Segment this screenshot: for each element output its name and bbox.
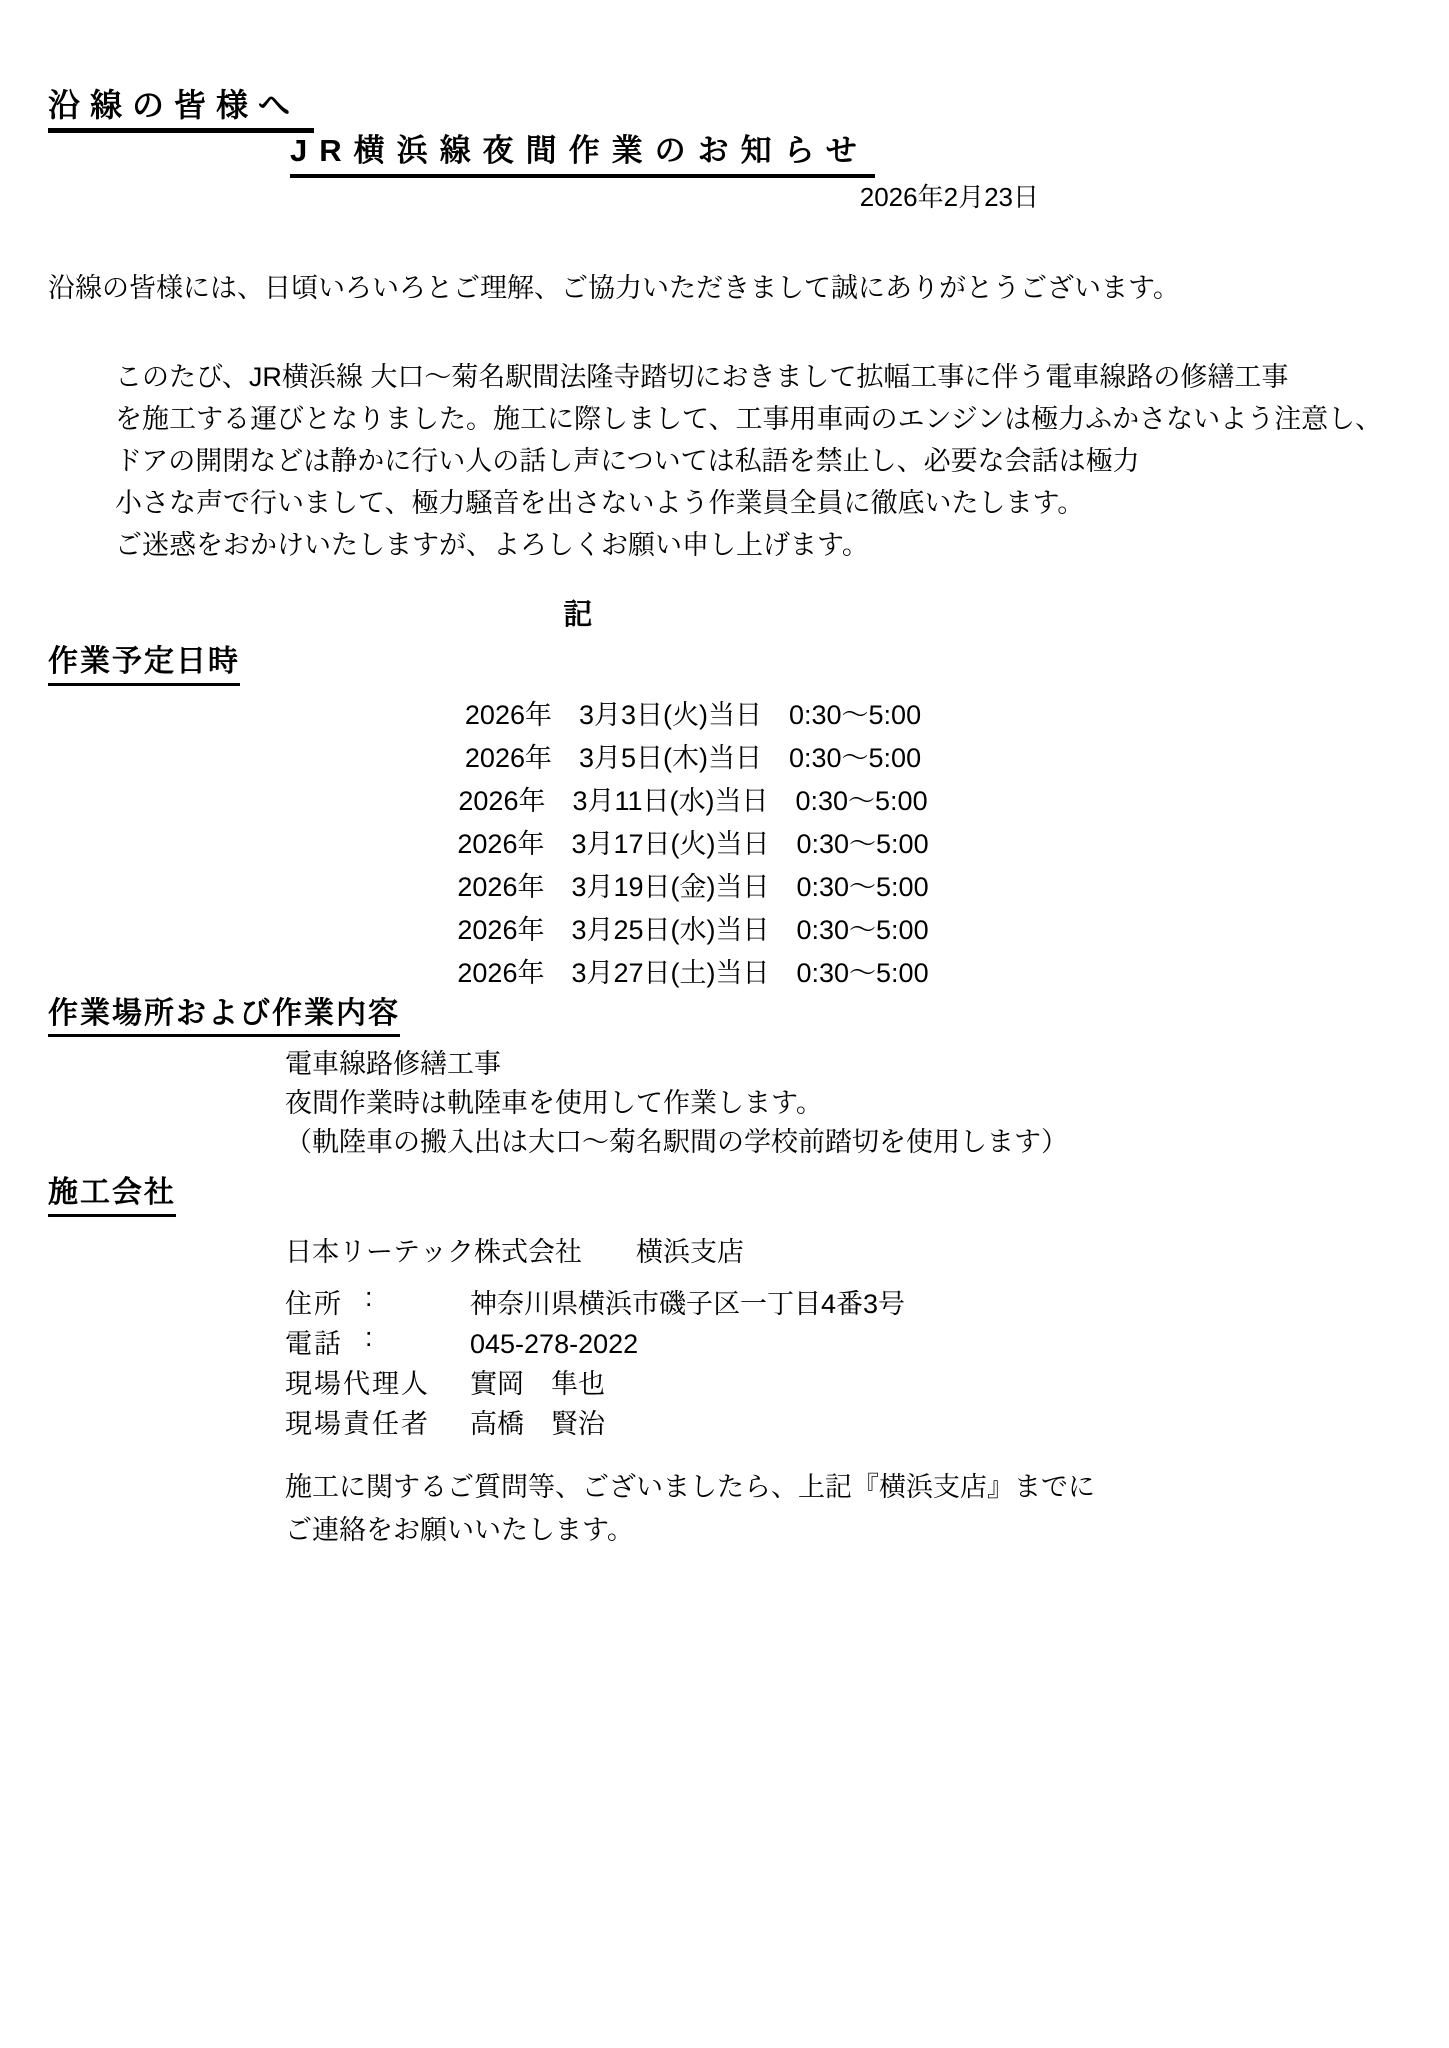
company-name: 日本リーテック株式会社 横浜支店	[285, 1236, 744, 1267]
schedule-heading: 作業予定日時	[48, 645, 240, 686]
info-value: 高橋 賢治	[470, 1408, 605, 1439]
schedule-list	[48, 694, 1338, 995]
schedule-item: 2026年 3月25日(水)当日 0:30～5:00	[457, 914, 929, 945]
info-value: 實岡 隼也	[470, 1368, 605, 1399]
info-row-address	[285, 1282, 1401, 1322]
note-line: ご連絡をお願いいたします。	[285, 1514, 634, 1545]
work-details	[285, 1045, 1401, 1162]
contact-note	[285, 1466, 1401, 1552]
document-title: JR横浜線夜間作業のお知らせ	[290, 133, 875, 178]
info-label: 電話	[285, 1328, 343, 1359]
schedule-section	[48, 645, 1401, 686]
work-line: （軌陸車の搬入出は大口～菊名駅間の学校前踏切を使用します）	[285, 1127, 1068, 1158]
schedule-item: 2026年 3月17日(火)当日 0:30～5:00	[457, 828, 929, 859]
company-heading: 施工会社	[48, 1176, 176, 1217]
info-value: 神奈川県横浜市磯子区一丁目4番3号	[470, 1288, 906, 1319]
work-line: 電車線路修繕工事	[285, 1049, 501, 1080]
body-line: を施工する運びとなりました。施工に際しまして、工事用車両のエンジンは極力ふかさないよう注意し、	[115, 404, 1383, 435]
body-line: ご迷惑をおかけいたしますが、よろしくお願い申し上げます。	[115, 530, 869, 561]
salutation-heading: 沿線の皆様へ	[48, 88, 314, 133]
info-value: 045-278-2022	[470, 1328, 639, 1359]
info-row-site-manager	[285, 1402, 1401, 1442]
info-label: 住所	[285, 1288, 343, 1319]
info-colon: :	[365, 1321, 373, 1352]
body-line: 小さな声で行いまして、極力騒音を出さないよう作業員全員に徹底いたします。	[115, 488, 1085, 519]
schedule-item: 2026年 3月5日(木)当日 0:30～5:00	[464, 742, 922, 773]
greeting-text: 沿線の皆様には、日頃いろいろとご理解、ご協力いただきまして誠にありがとうございます。	[48, 273, 1180, 304]
schedule-item: 2026年 3月11日(水)当日 0:30～5:00	[458, 785, 928, 816]
schedule-item: 2026年 3月27日(土)当日 0:30～5:00	[457, 957, 929, 988]
body-line: ドアの開閉などは静かに行い人の話し声については私語を禁止し、必要な会話は極力	[115, 446, 1140, 477]
info-row-phone	[285, 1322, 1401, 1362]
info-row-site-agent	[285, 1362, 1401, 1402]
company-info-table	[285, 1282, 1401, 1442]
schedule-item: 2026年 3月19日(金)当日 0:30～5:00	[457, 871, 929, 902]
note-line: 施工に関するご質問等、ございましたら、上記『横浜支店』までに	[285, 1471, 1095, 1502]
body-paragraph	[115, 356, 1401, 566]
work-section	[48, 997, 1401, 1038]
ki-marker: 記	[563, 599, 593, 632]
work-heading: 作業場所および作業内容	[48, 997, 400, 1038]
info-colon: :	[365, 1281, 373, 1312]
issue-date: 2026年2月23日	[859, 181, 1039, 212]
body-line: このたび、JR横浜線 大口～菊名駅間法隆寺踏切におきまして拡幅工事に伴う電車線路の修繕工事	[115, 362, 1289, 393]
company-section	[48, 1176, 1401, 1217]
header	[48, 88, 1401, 213]
work-line: 夜間作業時は軌陸車を使用して作業します。	[285, 1088, 823, 1119]
info-label: 現場代理人	[285, 1368, 430, 1399]
info-label: 現場責任者	[285, 1408, 430, 1439]
schedule-item: 2026年 3月3日(火)当日 0:30～5:00	[464, 699, 922, 730]
